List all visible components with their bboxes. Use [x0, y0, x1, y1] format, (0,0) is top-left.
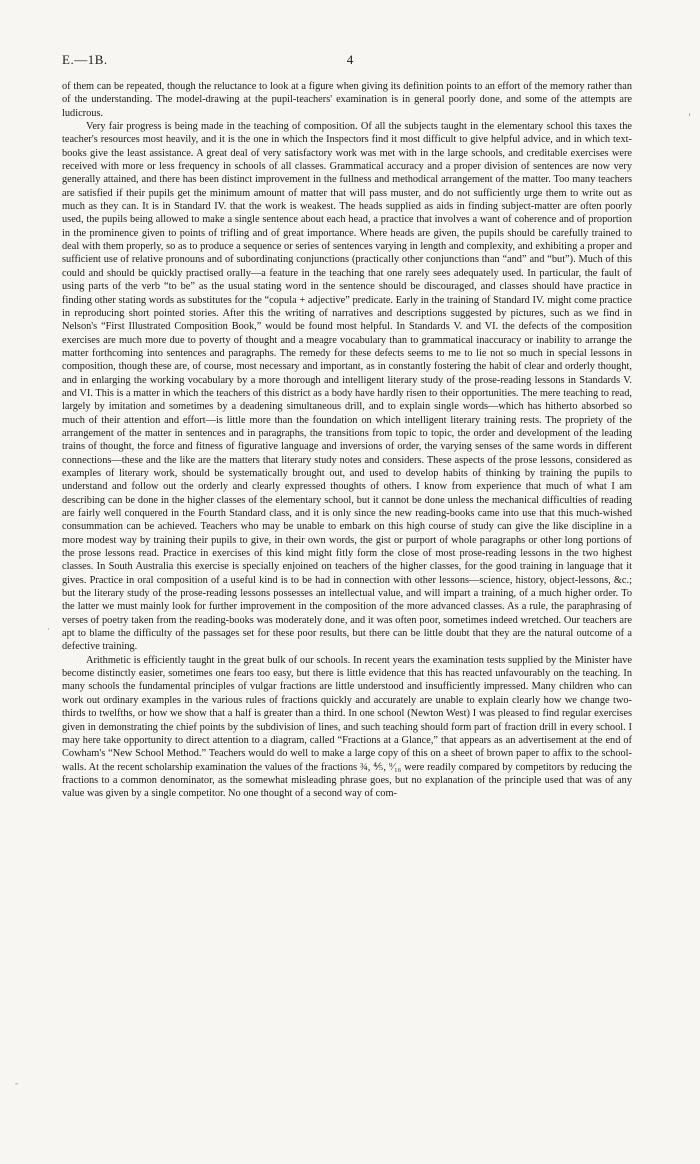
document-reference: E.—1B.: [62, 52, 108, 67]
paragraph-arithmetic: Arithmetic is efficiently taught in the great bulk of our schools. In recent years the examination tests supplied by the Minister have become distinctly easier, sometimes one fears too easy, but there is little evidence that this has reacted unfavourably on the teaching. In many schools the fundamental principles of vulgar fractions are little understood and insufficiently impressed. Many children who can work out ordinary examples in the various rules of fractions quickly and accurately are unable to explain clearly how we change two-thirds to twelfths, or how we show that a half is greater than a third. In one school (Newton West) I was pleased to find regular exercises given in demonstrating the chief points by the subdivision of lines, and such teaching should form part of fraction drill in every school. I may here take opportunity to direct attention to a diagram, called “Fractions at a Glance,” that appears as an advertisement at the end of Cowham's “New School Method.” Teachers would do well to make a large copy of this on a sheet of brown paper to affix to the school-walls. At the recent scholarship examination the values of the fractions ¾, ⅘, ⁹⁄₁₆ were readily compared by competitors by reducing the fractions to a common denominator, as the somewhat misleading phrase goes, but no explanation of the principle used that was of any value was given by a single competitor. No one thought of a second way of com-: [62, 654, 632, 800]
page-header: [62, 52, 638, 70]
margin-mark: ’: [688, 112, 691, 122]
paragraph-continuation: of them can be repeated, though the reluctance to look at a figure when giving its definition points to an effort of the memory rather than of the understanding. The model-drawing at the pupil-teachers' examination is in general poorly done, and some of the attempts are ludicrous.: [62, 81, 632, 119]
margin-mark: ·: [47, 624, 50, 634]
body-text: [62, 80, 632, 801]
page-number: 4: [346, 52, 354, 67]
paragraph-composition: Very fair progress is being made in the teaching of composition. Of all the subjects taught in the elementary school this taxes the teacher's resources most heavily, and it is the one in which the Inspectors find it most difficult to give helpful advice, and in which text-books give the least assistance. A great deal of very satisfactory work was met with in the large schools, and creditable exercises were received with more or less frequency in schools of all classes. Grammatical accuracy and a proper division of sentences are now very generally attained, and there has been distinct improvement in the fullness and methodical arrangement of the matter. Too many teachers are satisfied if their pupils get the minimum amount of matter that will pass muster, and do not sufficiently urge them to write out as much as they can. It is in Standard IV. that the work is weakest. The heads supplied as aids in finding subject-matter are often poorly used, the pupils being allowed to make a single sentence about each head, a practice that involves a want of coherence and of proportion in the prominence given to points of trifling and of great importance. Where heads are given, the pupils should be carefully trained to deal with them properly, so as to produce a sequence or series of sentences varying in length and complexity, and exhibiting a proper and sufficient use of relative pronouns and of subordinating conjunctions (practically other conjunctions than “and” and “but”). Much of this could and should be quickly practised orally—a feature in the teaching that one rarely sees adequately used. In particular, the fault of using parts of the verb “to be” as the usual stating word in the sentence should be discouraged, and classes should have practice in finding other stating words as substitutes for the “copula + adjective” predicate. Early in the training of Standard IV. might come practice in reproducing short pointed stories. After this the writing of narratives and descriptions suggested by pictures, such as we find in Nelson's “First Illustrated Composition Book,” would be found most helpful. In Standards V. and VI. the defects of the composition exercises are much more due to poverty of thought and a meagre vocabulary than to grammatical inaccuracy or inability to arrange the matter forthcoming into sentences and paragraphs. The remedy for these defects seems to me to lie not so much in special lessons in composition, though these are, of course, most necessary and important, as in constantly fostering the habit of clear and orderly thought, and in enlarging the working vocabulary by a more thorough and intelligent literary study of the prose-reading lessons in Standards V. and VI. This is a matter in which the teachers of this district as a body have hardly risen to their opportunities. The mere teaching to read, largely by imitation and sometimes by a deadening simultaneous drill, and to explain single words—which has hitherto absorbed so much of their attention and effort—is little more than the foundation on which intelligent literary training rests. The propriety of the arrangement of the matter in sentences and in paragraphs, the transitions from topic to topic, the order and development of the leading trains of thought, the force and fitness of figurative language and inversions of order, the varying senses of the same words in different connections—these and the like are the matters that literary study notes and considers. These aspects of the prose lessons, considered as examples of literary work, should be systematically brought out, and used to develop habits of thinking by training the pupils to understand and follow out the orderly and clearly expressed thoughts of others. I know from experience that much of what I am describing can be done in the higher classes of the elementary school, but it cannot be done unless the mechanical difficulties of reading are fairly well conquered in the Fourth Standard class, and it is only since the new reading-books came into use that this much-wished consummation can be achieved. Teachers who may be unable to embark on this high course of study can give the like discipline in a more modest way by training their pupils to give, in their own words, the gist or purport of whole paragraphs or other long portions of the prose lessons read. Practice in exercises of this kind might fitly form the close of most prose-reading lessons in the two highest classes. In South Australia this exercise is specially enjoined on teachers of the higher classes, for the good training in language that it gives. Practice in oral composition of a useful kind is to be had in connection with other lessons—science, history, object-lessons, &c.; but the literary study of the prose-reading lessons possesses an intellectual value, and will impart a training, of a much higher order. To the latter we must mainly look for further improvement in the composition of the more advanced classes. As a rule, the paraphrasing of verses of poetry taken from the reading-books was moderately done, and it was often poor, sometimes indeed wretched. Our teachers are apt to blame the difficulty of the passages set for these poor results, but there can be little doubt that they are the natural outcome of a defective training.: [62, 121, 632, 653]
margin-mark: -: [15, 1078, 18, 1088]
